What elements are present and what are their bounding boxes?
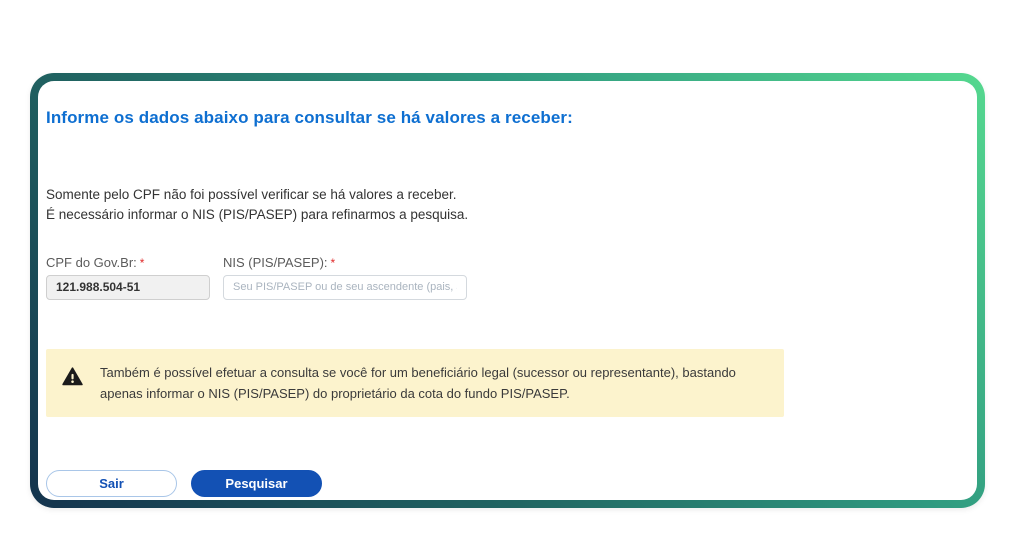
button-row [46, 470, 957, 497]
nis-field-group [223, 255, 467, 300]
search-button[interactable]: Pesquisar [191, 470, 322, 497]
warning-text: Também é possível efetuar a consulta se você for um beneficiário legal (sucessor ou representante), bastando apenas informar o NIS (PIS/PASEP) do proprietário da cota do fundo PIS/PASEP. [100, 364, 736, 401]
cpf-label-text: CPF do Gov.Br: [46, 254, 137, 270]
nis-input[interactable] [223, 275, 467, 300]
consult-card [38, 81, 977, 500]
intro-line-2: É necessário informar o NIS (PIS/PASEP) para refinarmos a pesquisa. [46, 207, 469, 223]
form-row [46, 255, 957, 300]
exit-button[interactable]: Sair [46, 470, 177, 497]
warning-icon [62, 367, 83, 386]
consult-card-frame [30, 73, 985, 508]
page-title: Informe os dados abaixo para consultar se há valores a receber: [46, 108, 573, 127]
cpf-field-group [46, 255, 210, 300]
nis-label-text: NIS (PIS/PASEP): [223, 254, 328, 270]
cpf-input[interactable] [46, 275, 210, 300]
warning-banner [46, 349, 784, 417]
cpf-required-asterisk: * [139, 255, 145, 270]
intro-line-1: Somente pelo CPF não foi possível verificar se há valores a receber. [46, 187, 457, 202]
cpf-label [46, 255, 210, 270]
intro-text [46, 185, 957, 226]
nis-label [223, 255, 467, 270]
nis-required-asterisk: * [330, 255, 336, 270]
